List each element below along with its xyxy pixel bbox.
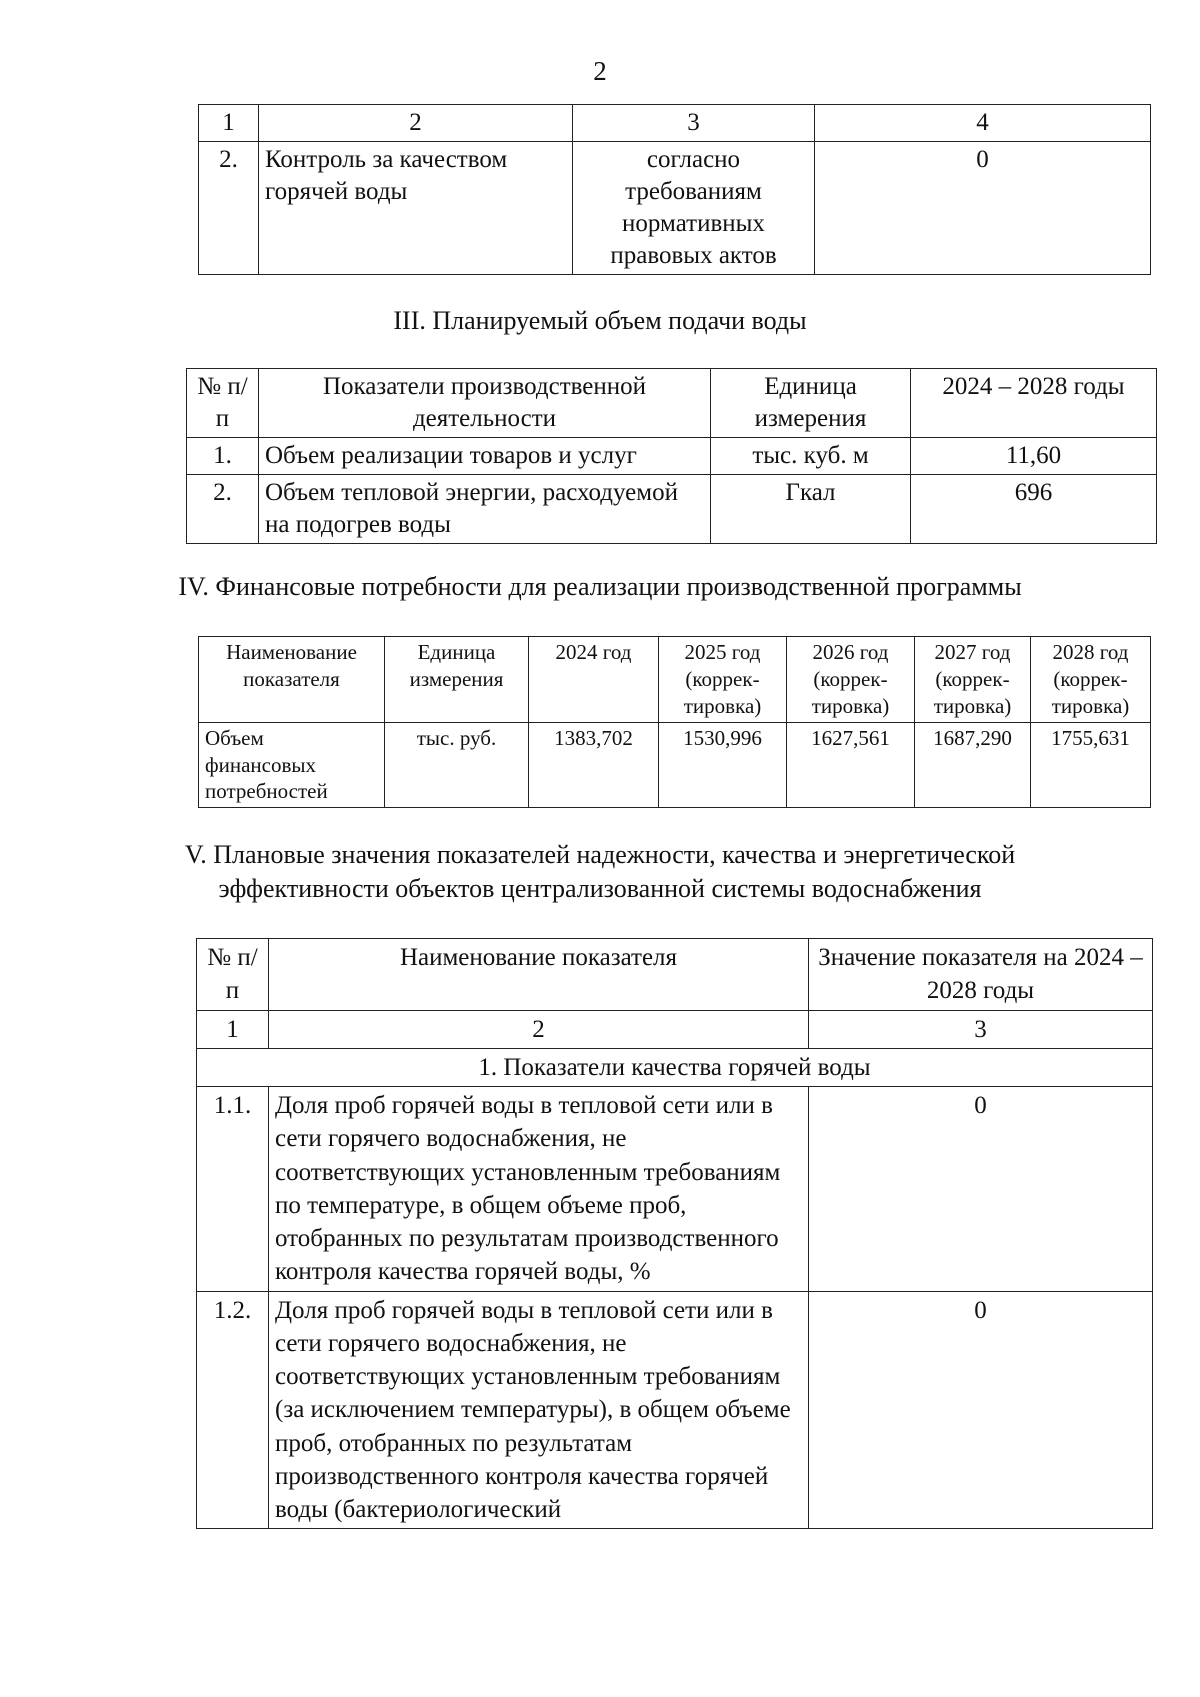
table-row	[199, 142, 1151, 275]
col-number-cell: 2	[269, 1010, 809, 1048]
header-2026: 2026 год (коррек-тировка)	[787, 637, 915, 723]
table-row	[197, 1087, 1153, 1292]
table-header-row	[199, 637, 1151, 723]
section-5-title-line-2: эффективности объектов централизованной системы водоснабжения	[218, 874, 982, 903]
row-name: Доля проб горячей воды в тепловой сети или в сети горячего водоснабжения, не соответствующих установленным требованиям по температуре, в общем объеме проб, отобранных по результатам производственного контроля качества горячей воды, %	[269, 1087, 809, 1292]
header-unit: Единица измерения	[385, 637, 529, 723]
row-name: Объем финансовых потребностей	[199, 722, 385, 808]
value-2028: 1755,631	[1031, 722, 1151, 808]
row-value: 0	[809, 1291, 1153, 1529]
row-term: согласно требованиям нормативных правовых актов	[573, 142, 815, 275]
row-name: Доля проб горячей воды в тепловой сети или в сети горячего водоснабжения, не соответствующих установленным требованиям (за исключением температуры), в общем объеме проб, отобранных по результатам производственного контроля качества горячей воды (бактериологический	[269, 1291, 809, 1529]
header-name: Наименование показателя	[269, 939, 809, 1011]
section-3-title: III. Планируемый объем подачи воды	[393, 306, 807, 335]
col-number-cell: 4	[815, 105, 1151, 142]
header-period: 2024 – 2028 годы	[911, 369, 1157, 438]
row-number: 1.	[187, 438, 259, 475]
row-unit: тыс. куб. м	[711, 438, 911, 475]
value-2027: 1687,290	[915, 722, 1031, 808]
table-row	[197, 1291, 1153, 1529]
table-header-row	[187, 369, 1157, 438]
indicators-table	[196, 938, 1153, 1529]
row-value: 0	[815, 142, 1151, 275]
row-unit: Гкал	[711, 475, 911, 544]
page-number: 2	[593, 56, 607, 86]
header-indicator: Показатели производственной деятельности	[259, 369, 711, 438]
section-4-title: IV. Финансовые потребности для реализации производственной программы	[178, 572, 1022, 601]
table-row	[199, 722, 1151, 808]
header-2027: 2027 год (коррек-тировка)	[915, 637, 1031, 723]
row-unit: тыс. руб.	[385, 722, 529, 808]
water-supply-table	[186, 368, 1157, 544]
header-2025: 2025 год (коррек-тировка)	[659, 637, 787, 723]
column-numbering-row	[199, 105, 1151, 142]
col-number-cell: 2	[259, 105, 573, 142]
continuation-table	[198, 104, 1151, 275]
value-2025: 1530,996	[659, 722, 787, 808]
row-number: 2.	[187, 475, 259, 544]
row-name: Контроль за качеством горячей воды	[259, 142, 573, 275]
row-number: 1.2.	[197, 1291, 269, 1529]
financial-needs-table	[198, 636, 1151, 808]
header-unit: Единица измерения	[711, 369, 911, 438]
row-indicator: Объем реализации товаров и услуг	[259, 438, 711, 475]
row-value: 11,60	[911, 438, 1157, 475]
row-number: 2.	[199, 142, 259, 275]
header-2024: 2024 год	[529, 637, 659, 723]
row-value: 696	[911, 475, 1157, 544]
col-number-cell: 3	[809, 1010, 1153, 1048]
column-numbering-row	[197, 1010, 1153, 1048]
col-number-cell: 3	[573, 105, 815, 142]
value-2024: 1383,702	[529, 722, 659, 808]
col-number-cell: 1	[199, 105, 259, 142]
table-row	[187, 475, 1157, 544]
table-row	[187, 438, 1157, 475]
header-value: Значение показателя на 2024 – 2028 годы	[809, 939, 1153, 1011]
col-number-cell: 1	[197, 1010, 269, 1048]
group-row	[197, 1048, 1153, 1086]
table-header-row	[197, 939, 1153, 1011]
header-num: № п/п	[197, 939, 269, 1011]
row-value: 0	[809, 1087, 1153, 1292]
value-2026: 1627,561	[787, 722, 915, 808]
header-2028: 2028 год (коррек-тировка)	[1031, 637, 1151, 723]
header-name: Наименование показателя	[199, 637, 385, 723]
group-title: 1. Показатели качества горячей воды	[197, 1048, 1153, 1086]
section-5-title-line-1: V. Плановые значения показателей надежности, качества и энергетической	[184, 840, 1016, 869]
header-num: № п/п	[187, 369, 259, 438]
row-indicator: Объем тепловой энергии, расходуемой на подогрев воды	[259, 475, 711, 544]
row-number: 1.1.	[197, 1087, 269, 1292]
